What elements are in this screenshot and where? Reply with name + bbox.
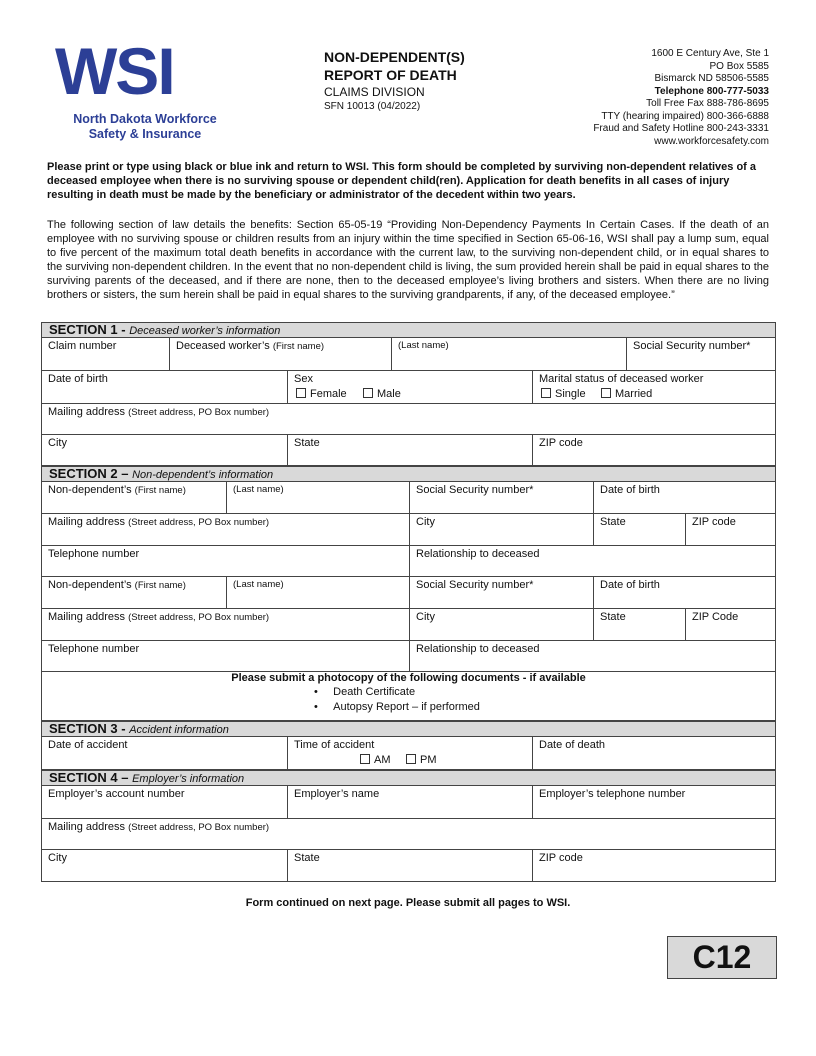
continued-note: Form continued on next page. Please submit all pages to WSI. xyxy=(245,897,571,909)
employer-name-field[interactable]: Employer’s name xyxy=(287,786,532,818)
address-telephone: Telephone 800-777-5033 xyxy=(654,85,769,97)
nd2-row-phone xyxy=(41,641,776,672)
s4-row-city xyxy=(41,850,776,882)
nd2-dob-field[interactable]: Date of birth xyxy=(593,577,776,608)
address-fax: Toll Free Fax 888-786-8695 xyxy=(646,98,769,109)
section-3-header xyxy=(41,721,776,737)
section-4-header xyxy=(41,770,776,786)
section-4-title: SECTION 4 – xyxy=(49,770,133,785)
instructions: Please print or type using black or blue ink and return to WSI. This form should be completed by surviving non-dependent relatives of a deceased employee when there is no surviving spouse or dependent child(ren). Application for death benefits in all cases of injury resulting in death must be made by the beneficiary or administrator of the decedent within two years. xyxy=(47,161,757,201)
marital-status-field: Marital status of deceased worker Single Married xyxy=(532,371,776,403)
male-checkbox[interactable]: Male xyxy=(363,388,401,400)
section-2-title: SECTION 2 – xyxy=(49,466,133,481)
section-3-subtitle: Accident information xyxy=(129,724,229,736)
address-hotline: Fraud and Safety Hotline 800-243-3331 xyxy=(593,123,769,134)
s4-row-employer xyxy=(41,786,776,819)
nd2-state-field[interactable]: State xyxy=(593,609,685,640)
deceased-mailing-field[interactable]: Mailing address (Street address, PO Box number) xyxy=(48,406,270,418)
employer-zip-field[interactable]: ZIP code xyxy=(532,850,776,881)
doc-item: • Autopsy Report – if performed xyxy=(314,701,480,713)
division-label: CLAIMS DIVISION xyxy=(324,85,425,99)
form-number: SFN 10013 (04/2022) xyxy=(324,101,421,112)
claim-number-field[interactable]: Claim number xyxy=(48,340,117,352)
section-4-subtitle: Employer’s information xyxy=(132,773,245,785)
sex-field: Sex Female Male xyxy=(287,371,532,403)
nd1-city-field[interactable]: City xyxy=(409,514,593,545)
am-checkbox[interactable]: AM xyxy=(360,754,391,766)
nd2-ssn-field[interactable]: Social Security number* xyxy=(409,577,593,608)
deceased-zip-field[interactable]: ZIP code xyxy=(532,435,776,465)
section-1-title: SECTION 1 - xyxy=(49,322,130,337)
title-line-1: NON-DEPENDENT(S) xyxy=(324,49,465,65)
logo-line-2: Safety & Insurance xyxy=(88,127,202,141)
employer-phone-field[interactable]: Employer’s telephone number xyxy=(532,786,776,818)
documents-box xyxy=(41,672,776,721)
address-web[interactable]: www.workforcesafety.com xyxy=(654,135,769,147)
nd1-state-field[interactable]: State xyxy=(593,514,685,545)
wsi-logo: WSI xyxy=(55,34,174,108)
female-checkbox[interactable]: Female xyxy=(296,388,347,400)
s1-row-city xyxy=(41,435,776,466)
employer-mailing-field[interactable]: Mailing address (Street address, PO Box number) xyxy=(48,821,270,833)
nd2-row-mailing xyxy=(41,609,776,641)
pm-checkbox[interactable]: PM xyxy=(406,754,437,766)
section-1-subtitle: Deceased worker’s information xyxy=(129,325,281,337)
date-of-accident-field[interactable]: Date of accident xyxy=(48,739,128,751)
address-tty: TTY (hearing impaired) 800-366-6888 xyxy=(601,110,769,122)
nd1-last-name-field[interactable]: (Last name) xyxy=(226,482,409,513)
nd2-relationship-field[interactable]: Relationship to deceased xyxy=(409,641,776,671)
nd2-row-names xyxy=(41,577,776,609)
s1-row-names xyxy=(41,338,776,371)
documents-title: Please submit a photocopy of the following documents - if available xyxy=(231,672,586,684)
form-title xyxy=(324,48,465,84)
nd2-city-field[interactable]: City xyxy=(409,609,593,640)
deceased-ssn-field[interactable]: Social Security number* xyxy=(626,338,776,370)
logo-subtitle xyxy=(60,112,230,142)
employer-account-field[interactable]: Employer’s account number xyxy=(48,788,185,800)
nd1-dob-field[interactable]: Date of birth xyxy=(593,482,776,513)
married-checkbox[interactable]: Married xyxy=(601,388,652,400)
single-checkbox[interactable]: Single xyxy=(541,388,586,400)
nd2-zip-field[interactable]: ZIP Code xyxy=(685,609,776,640)
deceased-dob-field[interactable]: Date of birth xyxy=(48,373,108,385)
nd2-phone-field[interactable]: Telephone number xyxy=(48,643,140,655)
section-2-subtitle: Non-dependent’s information xyxy=(132,469,274,481)
form-code-box: C12 xyxy=(667,936,777,979)
nd2-first-name-field[interactable]: Non-dependent’s (First name) xyxy=(48,579,186,591)
contact-address xyxy=(509,48,769,148)
s1-row-dob xyxy=(41,371,776,404)
deceased-first-name-field[interactable]: Deceased worker’s (First name) xyxy=(169,338,391,370)
doc-item: • Death Certificate xyxy=(314,686,416,698)
section-3-title: SECTION 3 - xyxy=(49,721,130,736)
s1-row-mailing xyxy=(41,404,776,435)
s4-row-mailing xyxy=(41,819,776,850)
date-of-death-field[interactable]: Date of death xyxy=(532,737,776,769)
nd1-row-mailing xyxy=(41,514,776,546)
nd1-row-names xyxy=(41,482,776,514)
nd2-mailing-field[interactable]: Mailing address (Street address, PO Box number) xyxy=(48,611,270,623)
section-1-header xyxy=(41,322,776,338)
nd2-last-name-field[interactable]: (Last name) xyxy=(226,577,409,608)
s3-row xyxy=(41,737,776,770)
address-pobox: PO Box 5585 xyxy=(709,60,769,72)
section-2-header xyxy=(41,466,776,482)
title-line-2: REPORT OF DEATH xyxy=(324,67,457,83)
deceased-last-name-field[interactable]: (Last name) xyxy=(391,338,626,370)
nd1-row-phone xyxy=(41,546,776,577)
deceased-city-field[interactable]: City xyxy=(48,437,67,449)
address-street: 1600 E Century Ave, Ste 1 xyxy=(651,48,769,59)
nd1-ssn-field[interactable]: Social Security number* xyxy=(409,482,593,513)
logo-line-1: North Dakota Workforce xyxy=(73,112,217,126)
nd1-phone-field[interactable]: Telephone number xyxy=(48,548,140,560)
nd1-first-name-field[interactable]: Non-dependent’s (First name) xyxy=(48,484,186,496)
time-of-accident-field[interactable]: Time of accident AM PM xyxy=(287,737,532,769)
deceased-state-field[interactable]: State xyxy=(287,435,532,465)
employer-city-field[interactable]: City xyxy=(48,852,67,864)
nd1-relationship-field[interactable]: Relationship to deceased xyxy=(409,546,776,576)
nd1-mailing-field[interactable]: Mailing address (Street address, PO Box number) xyxy=(48,516,270,528)
nd1-zip-field[interactable]: ZIP code xyxy=(685,514,776,545)
law-text: The following section of law details the benefits: Section 65-05-19 “Providing Non-Dependency Payments In Certain Cases. If the death of an employee with no surviving spouse or children results from an injury within the time specified in Section 65-06-16, WSI shall pay a lump sum, equal to five percent of the maximum total death benefits in accordance with the current law, to the surviving non-dependent child, or in equal shares to the surviving non-dependent children. In the event that no non-dependent child is living, the sum provided herein shall be paid in equal shares to the surviving parents of the deceased, and if there are none, then to the deceased employee’s living brothers and sisters. When there are no living brothers or sisters, the sum herein shall be paid in equal shares to the surviving grandparents, if any, of the deceased employee.” xyxy=(47,219,769,301)
address-city: Bismarck ND 58506-5585 xyxy=(654,73,769,84)
employer-state-field[interactable]: State xyxy=(287,850,532,881)
